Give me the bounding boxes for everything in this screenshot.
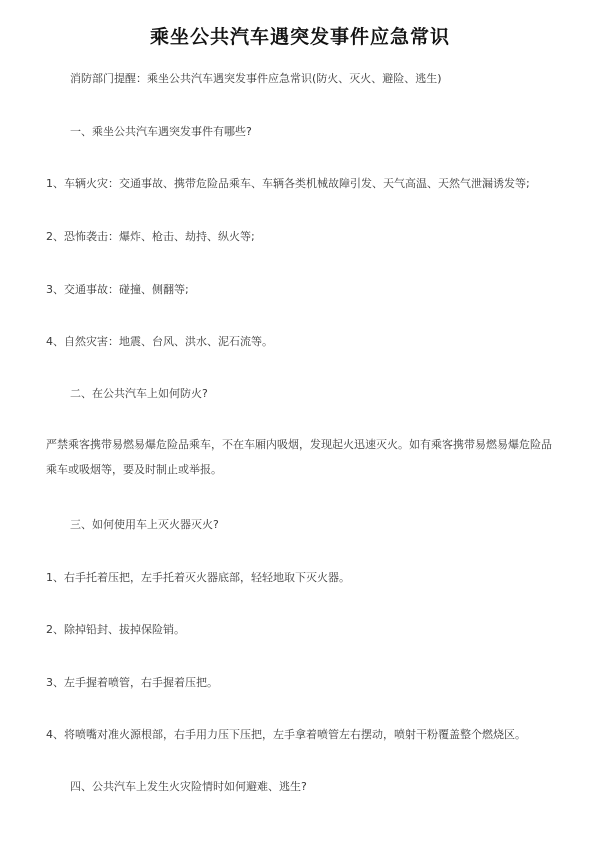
document-title: 乘坐公共汽车遇突发事件应急常识: [149, 26, 450, 48]
section-1-item-3: 3、交通事故：碰撞、侧翻等;: [46, 283, 189, 296]
section-3-item-1: 1、右手托着压把，左手托着灭火器底部，轻轻地取下灭火器。: [46, 571, 350, 584]
section-3-heading: 三、如何使用车上灭火器灭火?: [70, 518, 219, 531]
section-4-heading: 四、公共汽车上发生火灾险情时如何避难、逃生?: [70, 780, 307, 793]
section-1-item-2: 2、恐怖袭击：爆炸、枪击、劫持、纵火等;: [46, 230, 255, 243]
intro-text: 消防部门提醒：乘坐公共汽车遇突发事件应急常识(防火、灭火、避险、逃生): [70, 72, 442, 85]
section-1-item-4: 4、自然灾害：地震、台风、洪水、泥石流等。: [46, 335, 273, 348]
section-1-item-1: 1、车辆火灾：交通事故、携带危险品乘车、车辆各类机械故障引发、天气高温、天然气泄漏诱发等;: [46, 177, 530, 190]
section-2-paragraph: 严禁乘客携带易燃易爆危险品乘车，不在车厢内吸烟，发现起火迅速灭火。如有乘客携带易燃易爆危险品乘车或吸烟等，要及时制止或举报。: [46, 438, 552, 476]
section-1-heading: 一、乘坐公共汽车遇突发事件有哪些?: [70, 125, 252, 138]
section-3-item-3: 3、左手握着喷管，右手握着压把。: [46, 676, 218, 689]
section-3-item-2: 2、除掉铅封、拔掉保险销。: [46, 623, 185, 636]
section-2-heading: 二、在公共汽车上如何防火?: [70, 387, 208, 400]
section-3-item-4: 4、将喷嘴对准火源根部，右手用力压下压把，左手拿着喷管左右摆动，喷射干粉覆盖整个燃烧区。: [46, 728, 526, 741]
